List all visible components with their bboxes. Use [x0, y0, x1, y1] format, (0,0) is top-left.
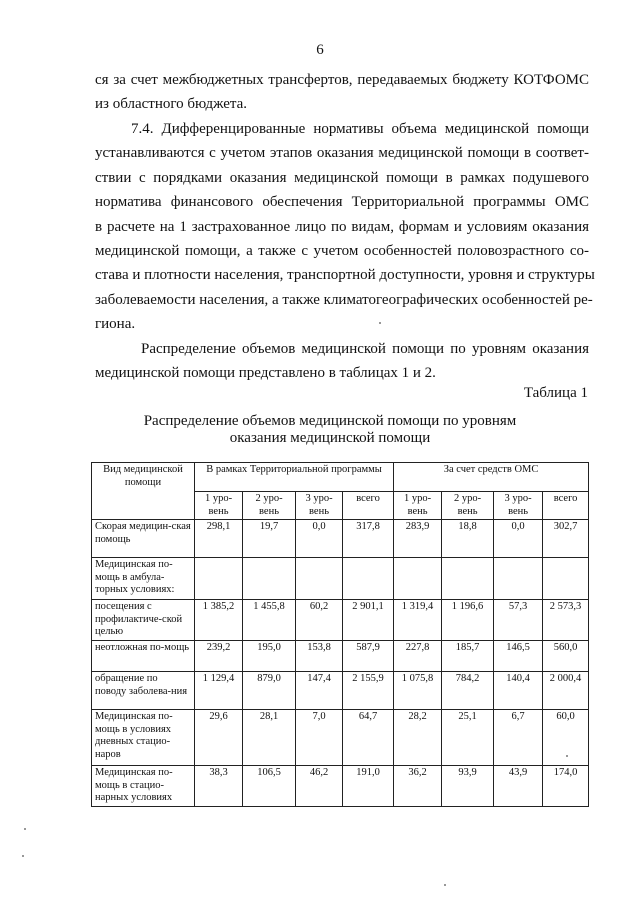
- text-line: устанавливаются с учетом этапов оказания медицинской помощи в соответ-: [95, 145, 589, 162]
- table-cell: 302,7: [543, 520, 589, 558]
- distribution-table: [91, 462, 589, 807]
- paragraph-distribution: [95, 337, 589, 386]
- table-row: [92, 641, 589, 672]
- table-title-line: оказания медицинской помощи: [229, 430, 431, 446]
- header-level: 3 уро-вень: [494, 492, 543, 520]
- header-total: всего: [543, 492, 589, 520]
- text-line: норматива финансового обеспечения Территориальной программы ОМС: [95, 194, 589, 211]
- table-cell: 191,0: [343, 766, 394, 807]
- table-row: [92, 710, 589, 766]
- row-label: Медицинская по-мощь в стацио-нарных условиях: [92, 766, 195, 807]
- paragraph-intro: [95, 68, 589, 117]
- table-cell: 0,0: [296, 520, 343, 558]
- table-cell: 28,2: [394, 710, 442, 766]
- text-line: медицинской помощи, а также с учетом особенностей половозрастного со-: [95, 243, 589, 260]
- table-title: [120, 413, 540, 447]
- row-label: обращение по поводу заболева-ния: [92, 672, 195, 710]
- table-cell: 18,8: [442, 520, 494, 558]
- row-label: Медицинская по-мощь в условиях дневных стацио-наров: [92, 710, 195, 766]
- text-line: 7.4. Дифференцированные нормативы объема медицинской помощи: [131, 121, 589, 137]
- table-cell: [494, 558, 543, 600]
- table-cell: 36,2: [394, 766, 442, 807]
- table-title-line: Распределение объемов медицинской помощи по уровням: [143, 413, 517, 429]
- table-cell: [343, 558, 394, 600]
- table-cell: 60,2: [296, 600, 343, 641]
- table-cell: 784,2: [442, 672, 494, 710]
- table-cell: [243, 558, 296, 600]
- table-cell: 19,7: [243, 520, 296, 558]
- table-cell: 57,3: [494, 600, 543, 641]
- table-cell: 60,0: [543, 710, 589, 766]
- row-label: неотложная по-мощь: [92, 641, 195, 672]
- table-cell: [394, 558, 442, 600]
- table-cell: 28,1: [243, 710, 296, 766]
- table-cell: 317,8: [343, 520, 394, 558]
- table-cell: 43,9: [494, 766, 543, 807]
- table-cell: 298,1: [195, 520, 243, 558]
- table-cell: 174,0: [543, 766, 589, 807]
- text-line: става и плотности населения, транспортной доступности, уровня и структуры: [95, 267, 595, 284]
- table-cell: 38,3: [195, 766, 243, 807]
- table-cell: 195,0: [243, 641, 296, 672]
- row-label: Скорая медицин-ская помощь: [92, 520, 195, 558]
- table-cell: 147,4: [296, 672, 343, 710]
- table-cell: 1 455,8: [243, 600, 296, 641]
- text-line: ствии с порядками оказания медицинской помощи в рамках подушевого: [95, 169, 589, 186]
- table-cell: 227,8: [394, 641, 442, 672]
- table-cell: 6,7: [494, 710, 543, 766]
- text-line: гиона.: [95, 316, 136, 333]
- table-row: [92, 558, 589, 600]
- table-row: [92, 672, 589, 710]
- header-type: Вид медицинской помощи: [92, 463, 195, 520]
- header-level: 2 уро-вень: [243, 492, 296, 520]
- table-cell: 1 196,6: [442, 600, 494, 641]
- table-cell: 879,0: [243, 672, 296, 710]
- table-cell: [543, 558, 589, 600]
- table-cell: [442, 558, 494, 600]
- table-cell: 1 385,2: [195, 600, 243, 641]
- header-level: 1 уро-вень: [195, 492, 243, 520]
- table-cell: 29,6: [195, 710, 243, 766]
- table-cell: [195, 558, 243, 600]
- table-cell: 1 075,8: [394, 672, 442, 710]
- table-cell: 2 573,3: [543, 600, 589, 641]
- table-cell: 25,1: [442, 710, 494, 766]
- table-cell: 106,5: [243, 766, 296, 807]
- table-row: [92, 766, 589, 807]
- row-label: посещения с профилактиче-ской целью: [92, 600, 195, 641]
- header-level: 3 уро-вень: [296, 492, 343, 520]
- table-cell: 64,7: [343, 710, 394, 766]
- header-level: 1 уро-вень: [394, 492, 442, 520]
- table-cell: 7,0: [296, 710, 343, 766]
- row-label: Медицинская по-мощь в амбула-торных условиях:: [92, 558, 195, 600]
- table-cell: [296, 558, 343, 600]
- text-line: заболеваемости населения, а также климатогеографических особенностей ре-: [95, 291, 593, 308]
- table-cell: 0,0: [494, 520, 543, 558]
- table-cell: 1 129,4: [195, 672, 243, 710]
- text-line: Распределение объемов медицинской помощи по уровням оказания: [141, 341, 589, 357]
- table-row: [92, 600, 589, 641]
- table-row: [92, 520, 589, 558]
- table-cell: 239,2: [195, 641, 243, 672]
- header-total: всего: [343, 492, 394, 520]
- table-cell: 560,0: [543, 641, 589, 672]
- paragraph-7-4: [95, 117, 595, 337]
- text-line: медицинской помощи представлено в таблицах 1 и 2.: [95, 365, 436, 382]
- table-cell: 2 901,1: [343, 600, 394, 641]
- table-cell: 153,8: [296, 641, 343, 672]
- table-cell: 2 155,9: [343, 672, 394, 710]
- table-cell: 185,7: [442, 641, 494, 672]
- table-label: Таблица 1: [523, 385, 588, 401]
- text-line: из областного бюджета.: [95, 96, 248, 113]
- table-cell: 146,5: [494, 641, 543, 672]
- table-cell: 283,9: [394, 520, 442, 558]
- table-cell: 46,2: [296, 766, 343, 807]
- text-line: ся за счет межбюджетных трансфертов, передаваемых бюджету КОТФОМС: [95, 72, 589, 88]
- table-cell: 587,9: [343, 641, 394, 672]
- header-oms: За счет средств ОМС: [394, 463, 589, 492]
- table-cell: 140,4: [494, 672, 543, 710]
- table-cell: 2 000,4: [543, 672, 589, 710]
- table-cell: 1 319,4: [394, 600, 442, 641]
- header-level: 2 уро-вень: [442, 492, 494, 520]
- page-number: 6: [316, 42, 324, 58]
- header-territorial: В рамках Территориальной программы: [195, 463, 394, 492]
- table-cell: 93,9: [442, 766, 494, 807]
- text-line: в расчете на 1 застрахованное лицо по видам, формам и условиям оказания: [95, 218, 589, 235]
